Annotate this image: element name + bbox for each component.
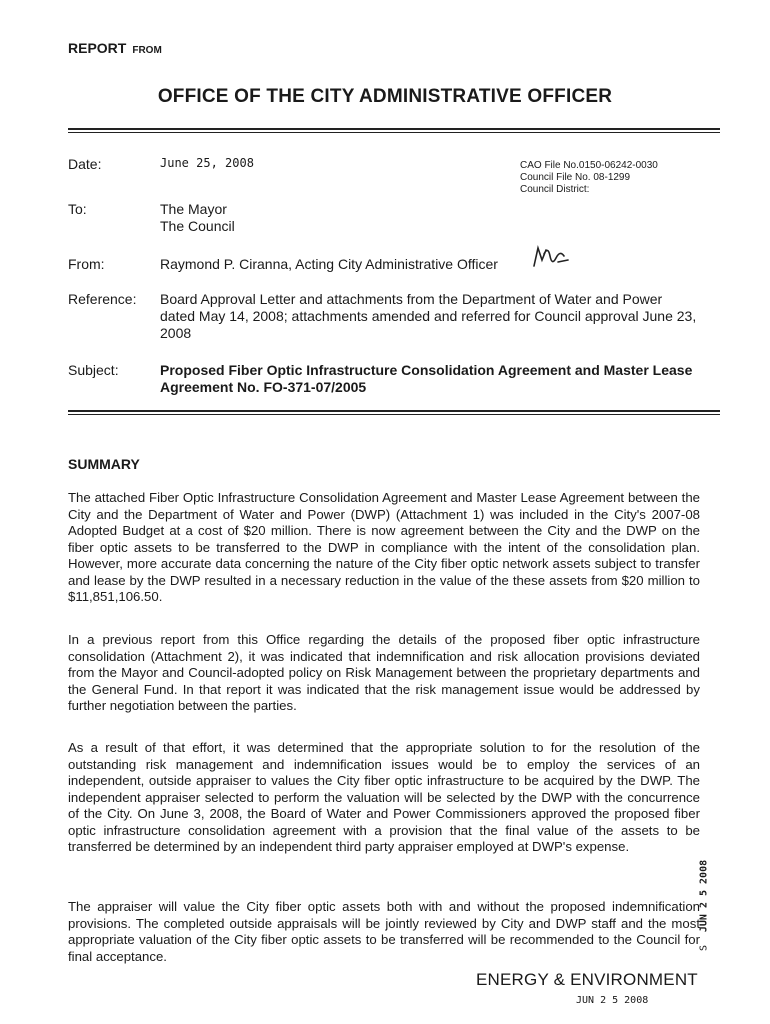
received-date-text: JUN 2 5 2008 (698, 859, 710, 933)
header-rule-bottom-thin (68, 414, 720, 415)
date-label: Date: (68, 156, 102, 172)
reference-value: Board Approval Letter and attachments from the Department of Water and Power dated May 14, 2008; attachments amended and referred for Council approval June 23, 2008 (160, 291, 697, 341)
subject-value: Proposed Fiber Optic Infrastructure Consolidation Agreement and Master Lease Agreement No. FO-371-07/2005 (160, 362, 693, 395)
file-info-block (520, 160, 658, 196)
date-value: June 25, 2008 (160, 156, 254, 170)
header-rule-top (68, 128, 720, 130)
committee-stamp: ENERGY & ENVIRONMENT (476, 970, 698, 989)
summary-paragraph-4: The appraiser will value the City fiber optic assets both with and without the proposed indemnification provisions. The completed outside appraisals will be jointly reviewed by City and DWP staff and the most appropriate valuation of the City fiber optic assets to be transferred will be recommended to the Council for final acceptance. (68, 899, 700, 964)
received-date-stamp (692, 856, 716, 966)
header-rule-bottom (68, 410, 720, 412)
summary-paragraph-3: As a result of that effort, it was determined that the appropriate solution to for the resolution of the outstanding risk management and indemnification issues would be to employ the services of an independent, outside appraiser to values the City fiber optic infrastructure to be acquired by the DWP. The independent appraiser selected to perform the valuation will be selected by the DWP with the concurrence of the City. On June 3, 2008, the Board of Water and Power Commissioners approved the proposed fiber optic infrastructure consolidation agreement with a provision that the final value of the assets to be transferred be determined by an independent third party appraiser employed at DWP's expense. (68, 740, 700, 854)
summary-paragraph-1: The attached Fiber Optic Infrastructure Consolidation Agreement and Master Lease Agreement between the City and the Department of Water and Power (DWP) (Attachment 1) was included in the City's 2007-08 Adopted Budget at a cost of $20 million. There is now agreement between the City and the DWP on the fiber optic assets to be transferred to the DWP in compliance with the intent of the consolidation plan. However, more accurate data concerning the nature of the City fiber optic network assets subject to transfer and lease by the DWP resulted in a necessary reduction in the value of the these assets from $20 million to $11,851,106.50. (68, 490, 700, 604)
reference-label: Reference: (68, 291, 137, 307)
committee-stamp-date: JUN 2 5 2008 (576, 995, 649, 1006)
to-label: To: (68, 201, 87, 217)
header-rule-top-thin (68, 132, 720, 133)
from-label-memo: From: (68, 256, 105, 272)
received-mark-text: S (698, 944, 710, 952)
summary-paragraph-2: In a previous report from this Office regarding the details of the proposed fiber optic infrastructure consolidation (Attachment 2), it was indicated that indemnification and risk allocation provisions deviated from the Mayor and Council-adopted policy on Risk Management between the proprietary departments and the General Fund. In that report it was indicated that the risk management issue would be addressed by further negotiation between the parties. (68, 632, 700, 713)
from-label: FROM (132, 45, 162, 56)
to-line-council: The Council (160, 218, 235, 234)
office-title: OFFICE OF THE CITY ADMINISTRATIVE OFFICER (157, 86, 613, 107)
to-recipients (160, 201, 700, 235)
to-line-mayor: The Mayor (160, 201, 227, 217)
report-from-label (68, 40, 162, 56)
subject-label: Subject: (68, 362, 119, 378)
report-label: REPORT (68, 40, 127, 56)
from-value: Raymond P. Ciranna, Acting City Administrative Officer (160, 256, 498, 272)
council-district: Council District: (520, 184, 590, 195)
cao-file-number: CAO File No.0150-06242-0030 (520, 160, 658, 171)
council-file-number: Council File No. 08-1299 (520, 172, 631, 183)
summary-heading: SUMMARY (68, 456, 140, 472)
signature-initials (530, 244, 570, 274)
